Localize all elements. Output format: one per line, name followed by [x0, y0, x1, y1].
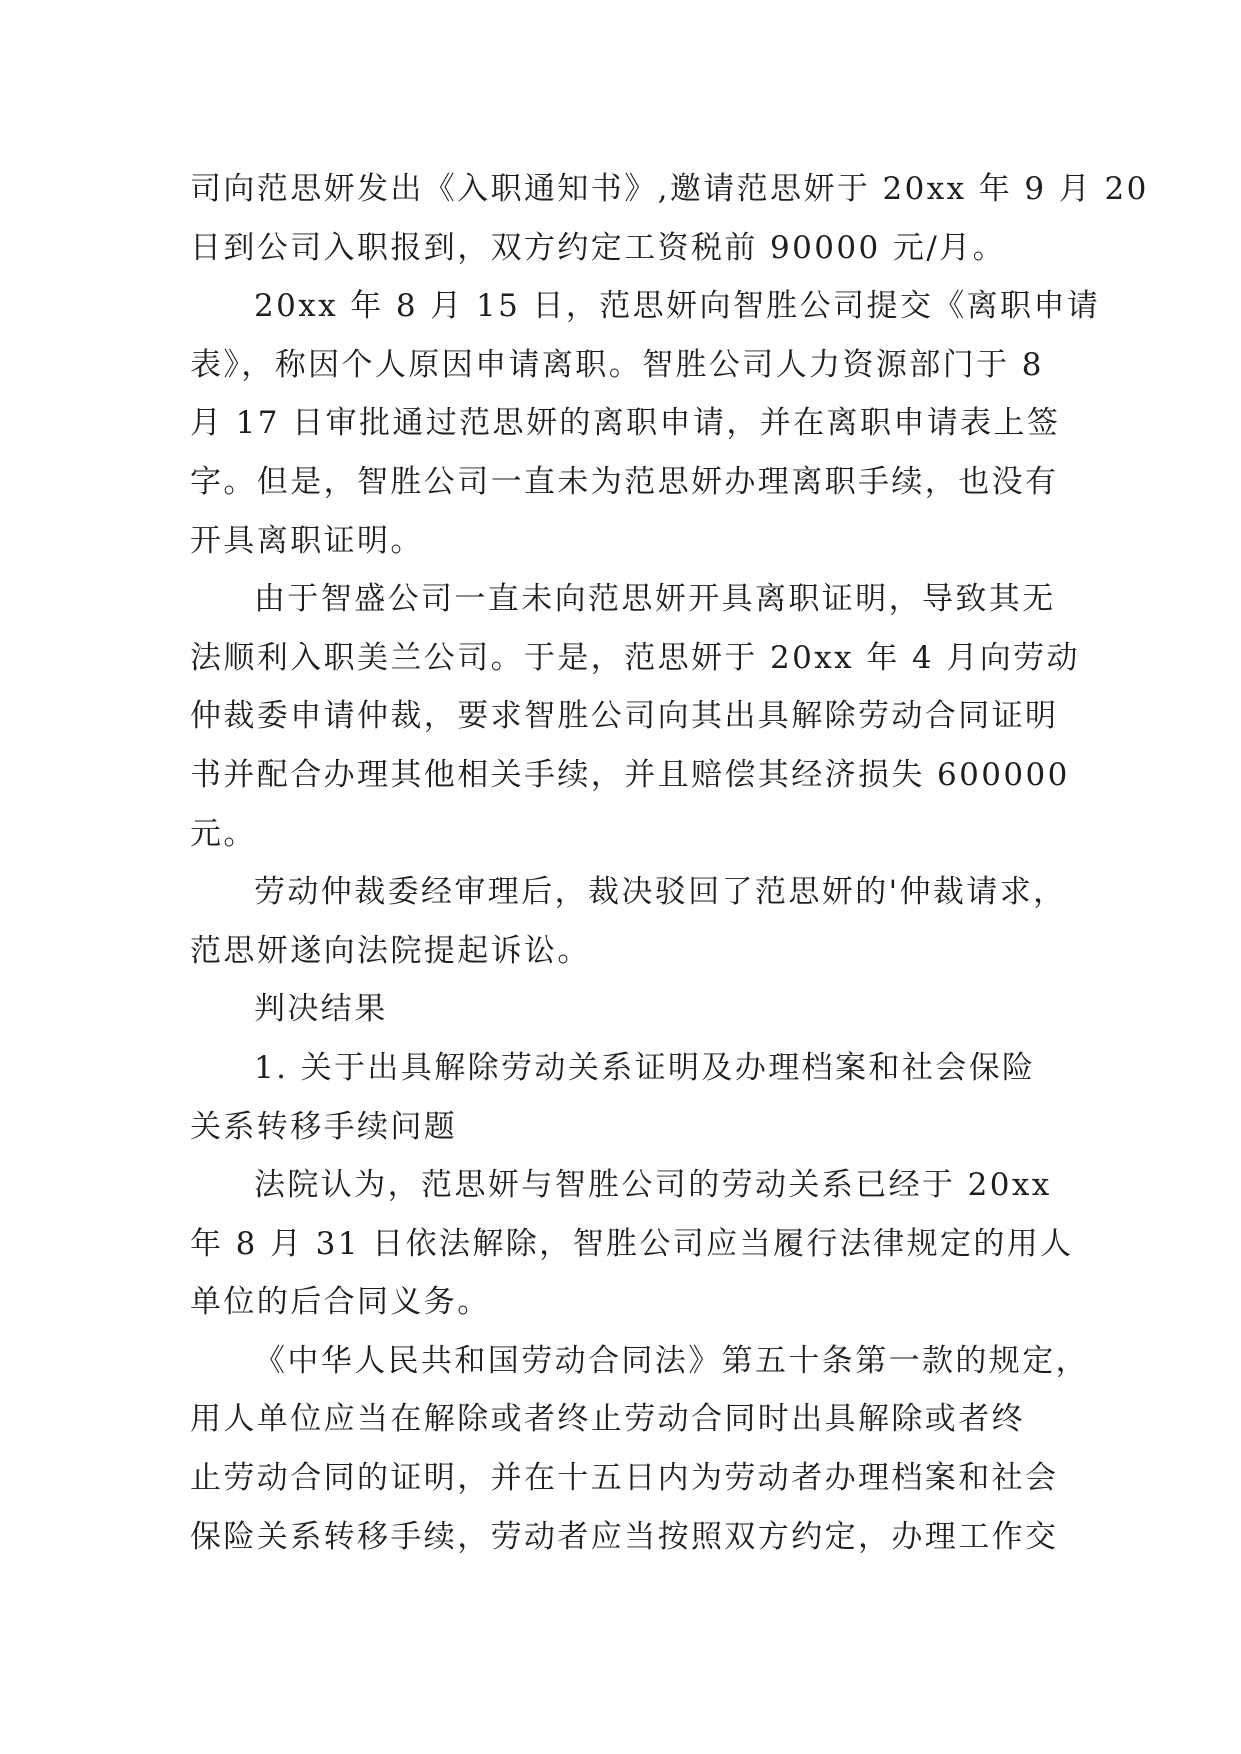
text-line: 司向范思妍发出《入职通知书》,邀请范思妍于 20xx 年 9 月 20 — [190, 171, 1149, 207]
section-heading: 判决结果 — [254, 991, 388, 1028]
text-line: 表》，称因个人原因申请离职。智胜公司人力资源部门于 8 — [190, 346, 1044, 383]
text-line: 由于智盛公司一直未向范思妍开具离职证明，导致其无 — [254, 581, 1056, 618]
text-line: 书并配合办理其他相关手续，并且赔偿其经济损失 600000 — [190, 756, 1070, 793]
text-line: 止劳动合同的证明，并在十五日内为劳动者办理档案和社会 — [190, 1460, 1059, 1497]
text-line: 元。 — [190, 815, 257, 852]
text-line: 劳动仲裁委经审理后，裁决驳回了范思妍的'仲裁请求， — [254, 874, 1067, 911]
text-line: 范思妍遂向法院提起诉讼。 — [190, 932, 591, 969]
text-line: 开具离职证明。 — [190, 522, 424, 559]
text-line: 法顺利入职美兰公司。于是，范思妍于 20xx 年 4 月向劳动 — [190, 639, 1080, 676]
text-line: 20xx 年 8 月 15 日，范思妍向智胜公司提交《离职申请 — [254, 288, 1101, 325]
text-line: 日到公司入职报到，双方约定工资税前 90000 元/月。 — [190, 229, 1006, 266]
text-line: 关系转移手续问题 — [190, 1108, 458, 1145]
text-line: 月 17 日审批通过范思妍的离职申请，并在离职申请表上签 — [190, 405, 1061, 442]
text-line: 用人单位应当在解除或者终止劳动合同时出具解除或者终 — [190, 1401, 1025, 1438]
text-line: 单位的后合同义务。 — [190, 1284, 491, 1321]
text-line: 《中华人民共和国劳动合同法》第五十条第一款的规定， — [254, 1342, 1089, 1379]
text-line: 字。但是，智胜公司一直未为范思妍办理离职手续，也没有 — [190, 463, 1059, 500]
text-line: 1. 关于出具解除劳动关系证明及办理档案和社会保险 — [254, 1049, 1036, 1086]
text-line: 保险关系转移手续，劳动者应当按照双方约定，办理工作交 — [190, 1518, 1059, 1555]
text-line: 法院认为，范思妍与智胜公司的劳动关系已经于 20xx — [254, 1167, 1052, 1204]
text-line: 年 8 月 31 日依法解除，智胜公司应当履行法律规定的用人 — [190, 1225, 1074, 1262]
document-body — [190, 160, 1149, 1566]
text-line: 仲裁委申请仲裁，要求智胜公司向其出具解除劳动合同证明 — [190, 698, 1059, 735]
